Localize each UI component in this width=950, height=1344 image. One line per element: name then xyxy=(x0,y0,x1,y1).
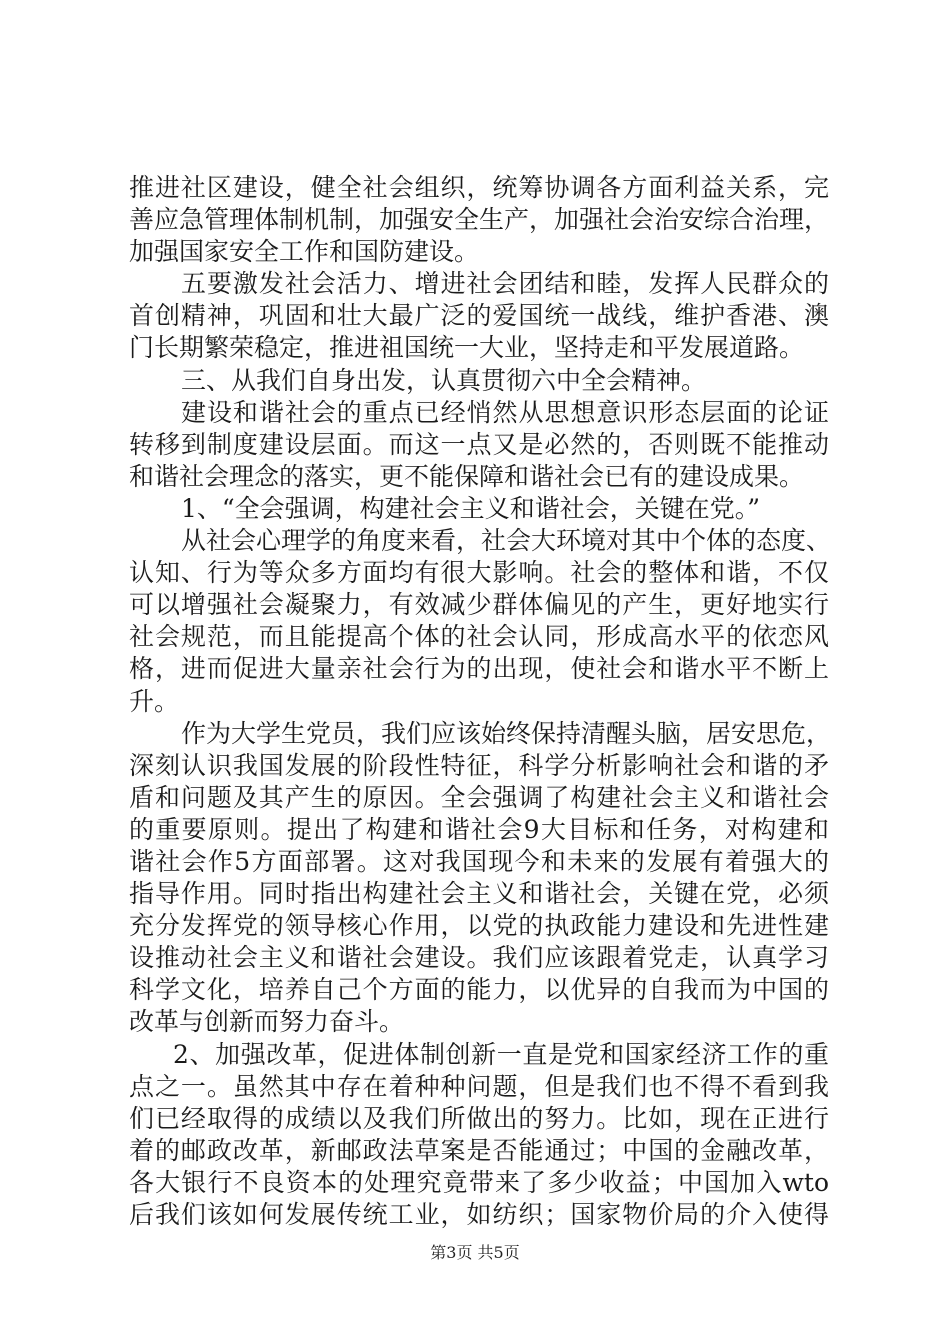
text-line: 和谐社会理念的落实，更不能保障和谐社会已有的建设成果。 xyxy=(129,461,805,491)
text-line: 格，进而促进大量亲社会行为的出现，使社会和谐水平不断上 xyxy=(129,654,829,684)
text-line: 认知、行为等众多方面均有很大影响。社会的整体和谐，不仅 xyxy=(129,558,829,588)
text-line: 从社会心理学的角度来看，社会大环境对其中个体的态度、 xyxy=(181,526,832,556)
text-line: 善应急管理体制机制，加强安全生产，加强社会治安综合治理， xyxy=(129,205,830,235)
text-line: 建设和谐社会的重点已经悄然从思想意识形态层面的论证 xyxy=(181,397,829,427)
document-body xyxy=(129,172,832,1231)
text-line: 门长期繁荣稳定，推进祖国统一大业，坚持走和平发展道路。 xyxy=(129,333,805,363)
text-line: 改革与创新而努力奋斗。 xyxy=(129,1007,405,1037)
text-line: 转移到制度建设层面。而这一点又是必然的，否则既不能推动 xyxy=(129,429,829,459)
text-line: 着的邮政改革，新邮政法草案是否能通过；中国的金融改革， xyxy=(129,1135,829,1165)
text-line: 作为大学生党员，我们应该始终保持清醒头脑，居安思危， xyxy=(181,718,832,748)
text-line: 科学文化，培养自己个方面的能力，以优异的自我而为中国的 xyxy=(129,975,829,1005)
text-line: 盾和问题及其产生的原因。全会强调了构建社会主义和谐社会 xyxy=(129,782,829,812)
text-line: 们已经取得的成绩以及我们所做出的努力。比如，现在正进行 xyxy=(129,1103,829,1133)
text-line: 1、“全会强调，构建社会主义和谐社会，关键在党。” xyxy=(181,493,760,523)
page-footer: 第3页 共5页 xyxy=(430,1243,520,1262)
text-line: 点之一。虽然其中存在着种种问题，但是我们也不得不看到我 xyxy=(129,1071,829,1101)
text-line: 可以增强社会凝聚力，有效减少群体偏见的产生，更好地实行 xyxy=(129,590,829,620)
text-line: 加强国家安全工作和国防建设。 xyxy=(129,237,480,267)
text-line: 升。 xyxy=(129,686,180,716)
text-line: 三、从我们自身出发，认真贯彻六中全会精神。 xyxy=(181,365,707,395)
text-line: 谐社会作5方面部署。这对我国现今和未来的发展有着强大的 xyxy=(129,846,829,876)
text-line: 社会规范，而且能提高个体的社会认同，形成高水平的依恋风 xyxy=(129,622,829,652)
text-line: 各大银行不良资本的处理究竟带来了多少收益；中国加入wto xyxy=(129,1167,829,1197)
text-line: 五要激发社会活力、增进社会团结和睦，发挥人民群众的 xyxy=(181,269,829,299)
text-line: 指导作用。同时指出构建社会主义和谐社会，关键在党，必须 xyxy=(129,879,829,909)
text-line: 首创精神，巩固和壮大最广泛的爱国统一战线，维护香港、澳 xyxy=(129,301,829,331)
text-line: 设推动社会主义和谐社会建设。我们应该跟着党走，认真学习 xyxy=(129,943,829,973)
text-line: 的重要原则。提出了构建和谐社会9大目标和任务，对构建和 xyxy=(129,814,829,844)
text-line: 后我们该如何发展传统工业，如纺织；国家物价局的介入使得 xyxy=(129,1200,829,1229)
text-line: 2、加强改革，促进体制创新一直是党和国家经济工作的重 xyxy=(173,1039,829,1069)
text-line: 推进社区建设，健全社会组织，统筹协调各方面利益关系，完 xyxy=(129,173,829,202)
text-line: 充分发挥党的领导核心作用，以党的执政能力建设和先进性建 xyxy=(129,911,829,941)
text-line: 深刻认识我国发展的阶段性特征，科学分析影响社会和谐的矛 xyxy=(129,750,829,780)
